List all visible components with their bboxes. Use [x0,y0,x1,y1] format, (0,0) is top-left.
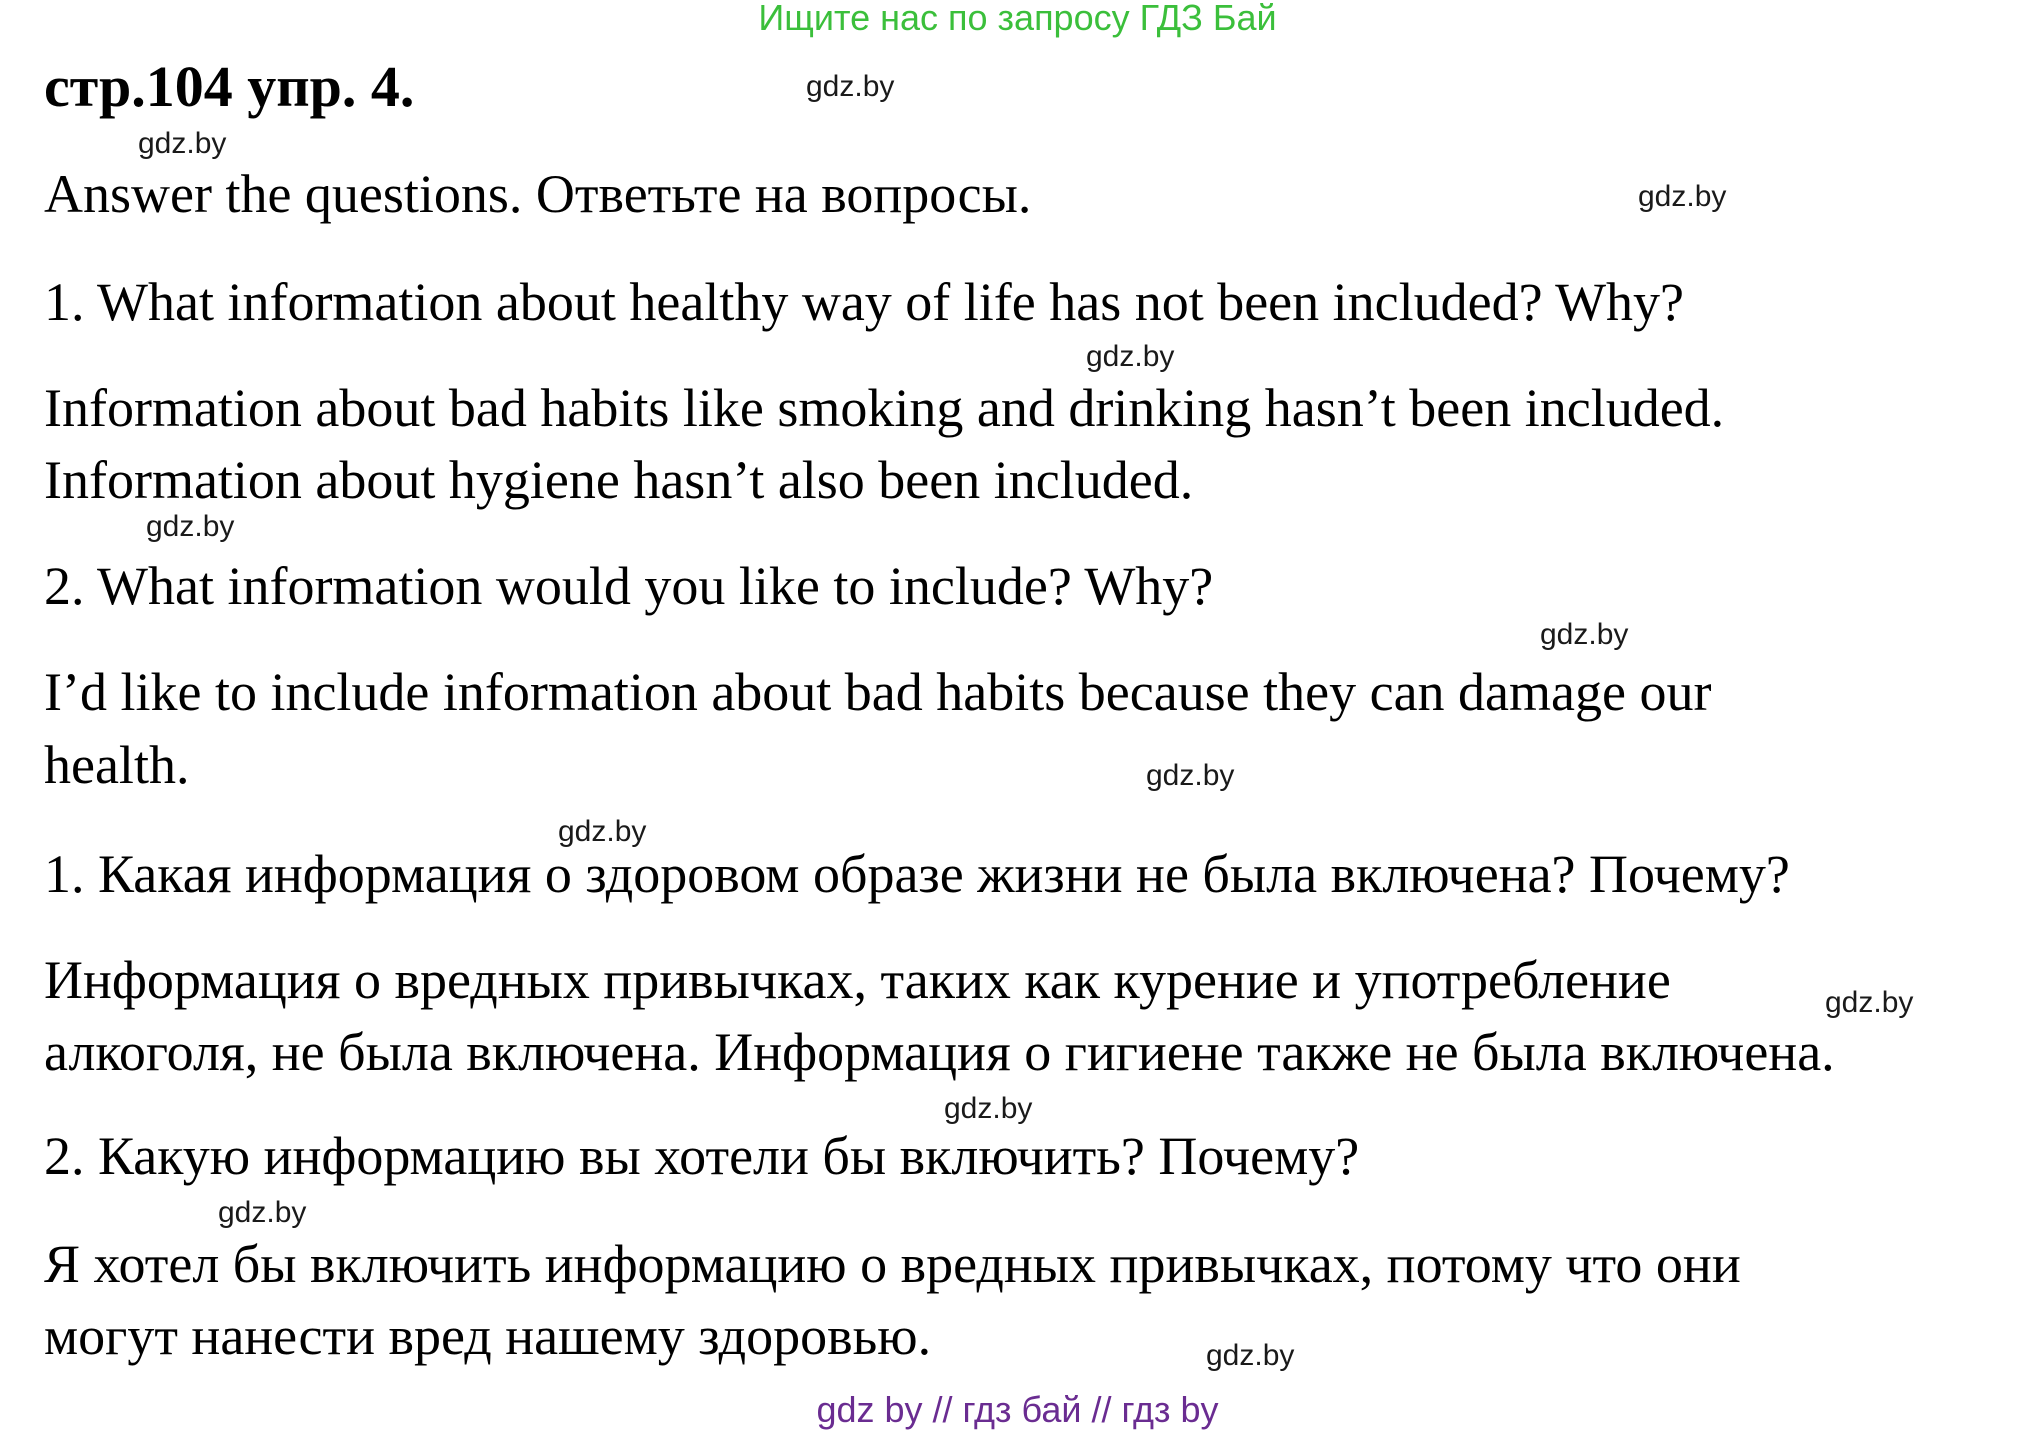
english-answer-1-line-2: Information about hygiene hasn’t also been included. [44,450,1194,510]
watermark: gdz.by [1540,618,1629,651]
english-answer-2-line-2: health. [44,735,190,795]
watermark: gdz.by [1206,1339,1295,1372]
russian-answer-2-line-2: могут нанести вред нашему здоровью. [44,1306,932,1366]
footer-links: gdz by // гдз бай // гдз by [816,1389,1219,1430]
watermark: gdz.by [1825,986,1914,1019]
watermark: gdz.by [146,510,235,543]
watermark: gdz.by [558,815,647,848]
russian-answer-1-line-1: Информация о вредных привычках, таких как курение и употребление [44,950,1671,1010]
instruction: Answer the questions. Ответьте на вопросы. [44,164,1032,224]
watermark: gdz.by [944,1092,1033,1125]
top-banner: Ищите нас по запросу ГДЗ Бай [758,0,1277,38]
watermark: gdz.by [1086,340,1175,373]
russian-answer-2-line-1: Я хотел бы включить информацию о вредных привычках, потому что они [44,1234,1741,1294]
page-title: стр.104 упр. 4. [44,54,415,119]
english-question-1: 1. What information about healthy way of life has not been included? Why? [44,272,1685,332]
english-answer-1-line-1: Information about bad habits like smoking and drinking hasn’t been included. [44,378,1725,438]
watermark: gdz.by [1146,759,1235,792]
russian-answer-1-line-2: алкоголя, не была включена. Информация о гигиене также не была включена. [44,1022,1835,1082]
watermark: gdz.by [218,1196,307,1229]
english-answer-2-line-1: I’d like to include information about bad habits because they can damage our [44,662,1712,722]
english-question-2: 2. What information would you like to include? Why? [44,556,1214,616]
watermark: gdz.by [806,70,895,103]
russian-question-2: 2. Какую информацию вы хотели бы включить? Почему? [44,1126,1360,1186]
watermark: gdz.by [1638,180,1727,213]
russian-question-1: 1. Какая информация о здоровом образе жизни не была включена? Почему? [44,844,1790,904]
watermark: gdz.by [138,127,227,160]
